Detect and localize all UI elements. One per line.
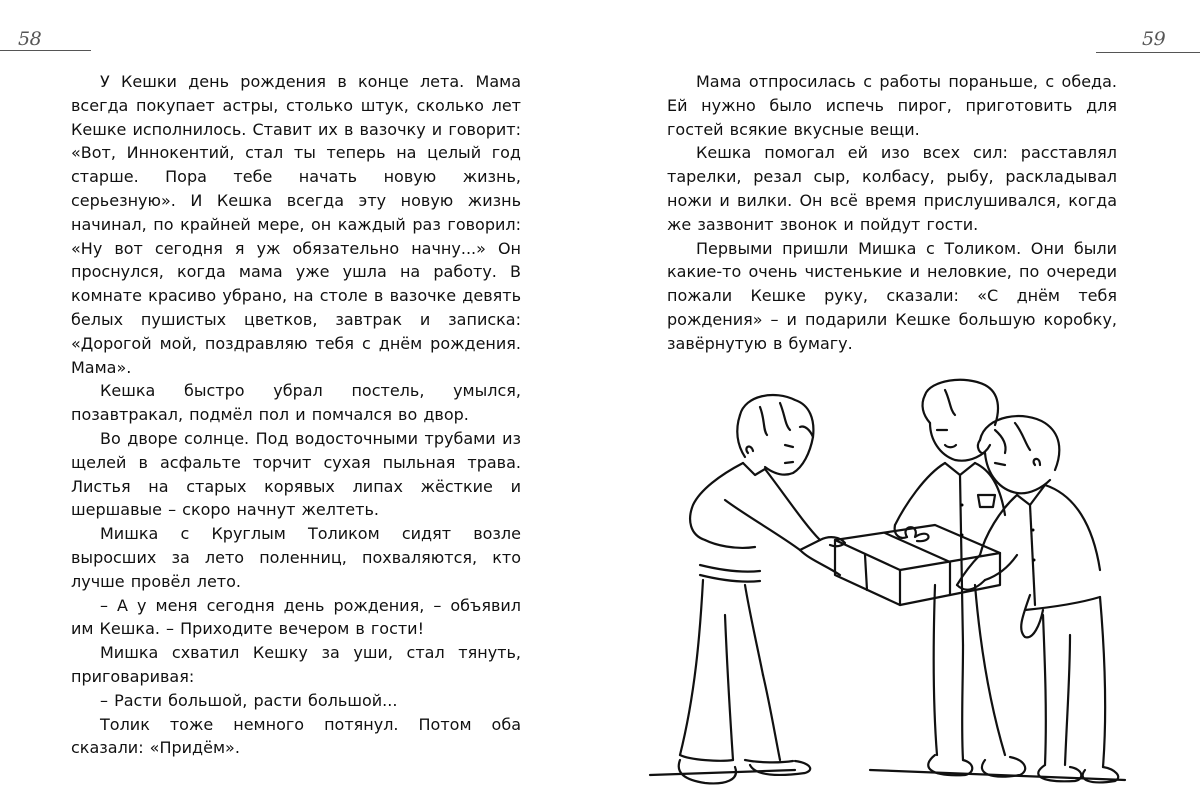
right-page-text bbox=[667, 70, 1117, 356]
paragraph: Мишка схватил Кешку за уши, стал тянуть, приговаривая: bbox=[71, 643, 521, 686]
paragraph: Первыми пришли Мишка с Толиком. Они были какие-то очень чистенькие и неловкие, по очереди пожали Кешке руку, сказали: «С днём тебя рождения» – и подарили Кешке большую коробку, завёрнутую в бумагу. bbox=[667, 238, 1117, 353]
paragraph: У Кешки день рождения в конце лета. Мама всегда покупает астры, столько штук, сколько лет Кешке исполнилось. Ставит их в вазочку и говорит: «Вот, Иннокентий, стал ты теперь на целый год старше. Пора тебе начать новую жизнь, серьезную». И Кешка всегда эту новую жизнь начинал, по крайней мере, он каждый раз говорил: «Ну вот сегодня я уж обязательно начну...» Он проснулся, когда мама уже ушла на работу. В комнате красиво убрано, на столе в вазочке девять белых пушистых цветков, завтрак и записка: «Дорогой мой, поздравляю тебя с днём рождения. Мама». bbox=[71, 72, 521, 377]
line-art-illustration bbox=[645, 375, 1135, 790]
paragraph: Во дворе солнце. Под водосточными трубами из щелей в асфальте торчит сухая пыльная трава. Листья на старых корявых липах жёсткие и шершавые – скоро начнут желтеть. bbox=[71, 428, 521, 520]
paragraph: Толик тоже немного потянул. Потом оба сказали: «Придём». bbox=[71, 714, 521, 758]
paragraph: Мама отпросилась с работы пораньше, с обеда. Ей нужно было испечь пирог, приготовить для гостей всякие вкусные вещи. bbox=[667, 72, 1117, 139]
boy-right-figure bbox=[957, 416, 1118, 782]
boy-middle-figure bbox=[895, 380, 1026, 777]
page-number-left: 58 bbox=[18, 28, 42, 50]
paragraph: – Расти большой, расти большой... bbox=[100, 690, 398, 710]
paragraph: Кешка быстро убрал постель, умылся, позавтракал, подмёл пол и помчался во двор. bbox=[71, 381, 521, 425]
paragraph: – А у меня сегодня день рождения, – объявил им Кешка. – Приходите вечером в гости! bbox=[71, 595, 521, 639]
paragraph: Кешка помогал ей изо всех сил: расставлял тарелки, резал сыр, колбасу, рыбу, раскладывал ножи и вилки. Он всё время прислушивался, когда же зазвонит звонок и пойдут гости. bbox=[667, 143, 1117, 234]
header-rule-left bbox=[0, 50, 91, 51]
boy-left-figure bbox=[679, 395, 845, 783]
ground-line-right bbox=[870, 770, 1125, 780]
paragraph: Мишка с Круглым Толиком сидят возле выросших за лето поленниц, похваляются, кто лучше провёл лето. bbox=[71, 524, 521, 591]
page-number-right: 59 bbox=[1142, 28, 1166, 50]
header-rule-right bbox=[1096, 52, 1200, 53]
illustration-boys-giving-gift bbox=[645, 375, 1135, 790]
left-page-text bbox=[71, 70, 521, 760]
